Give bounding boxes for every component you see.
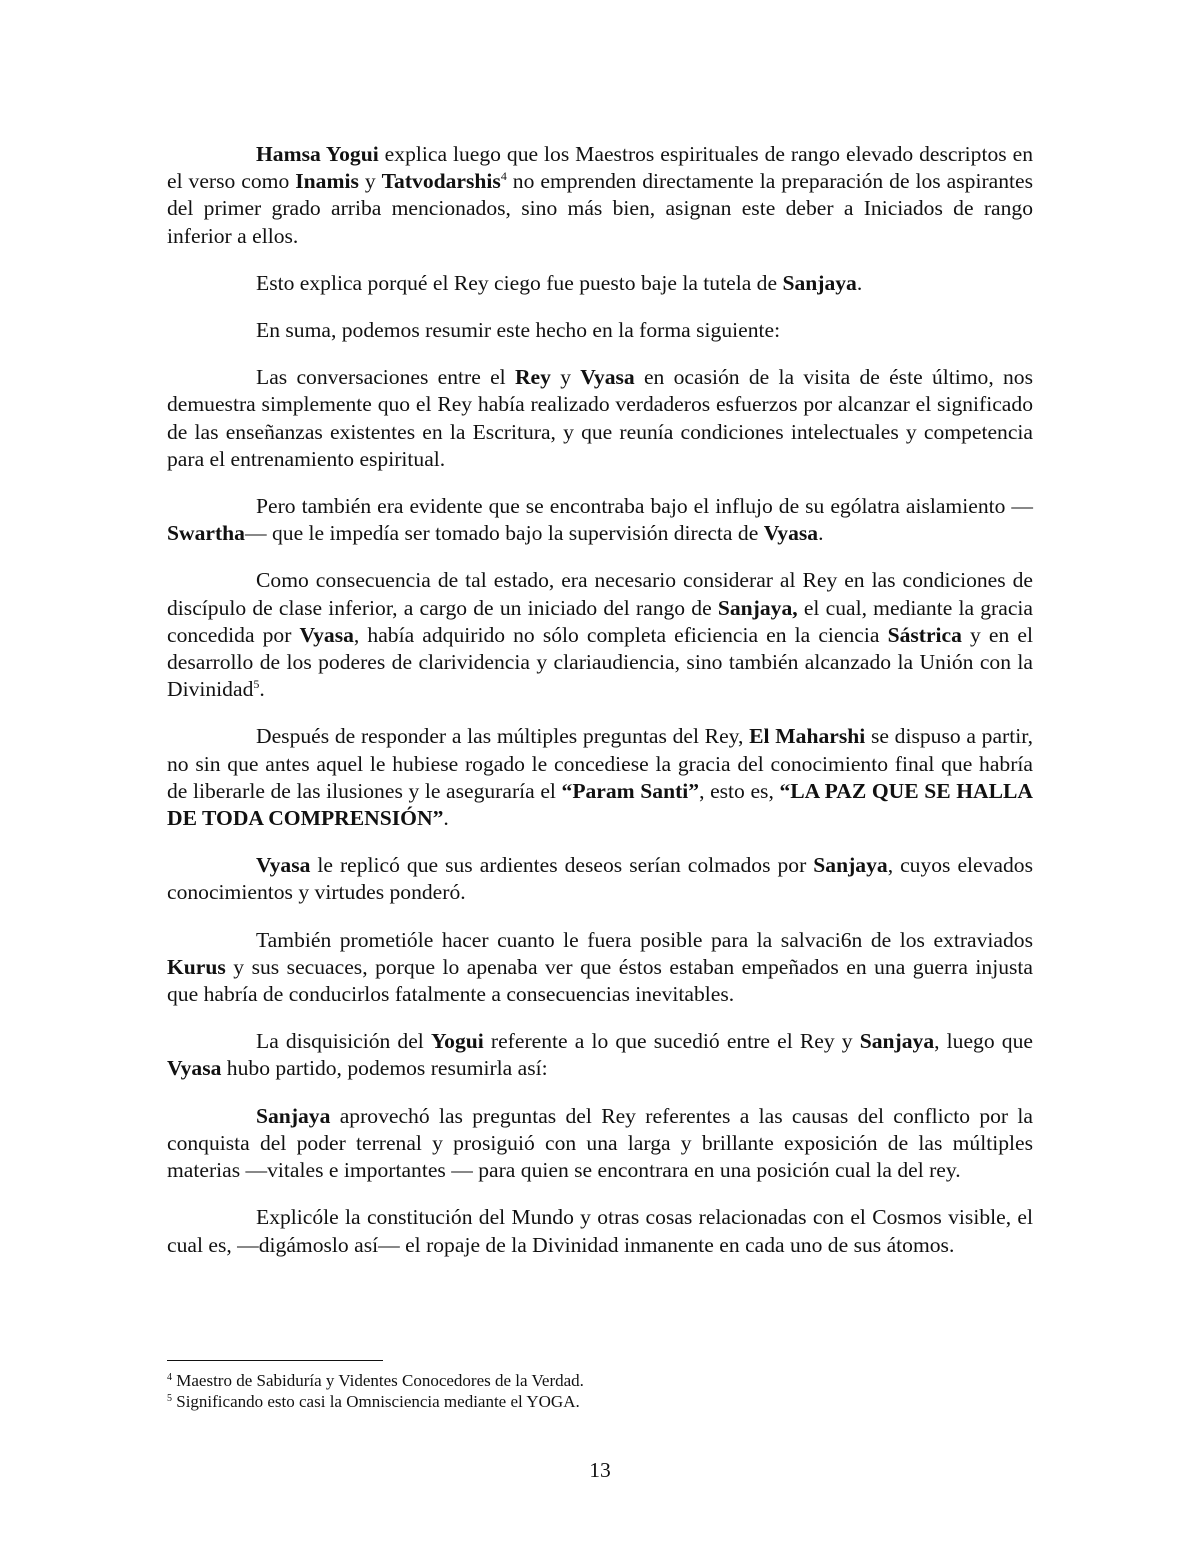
footnote-separator	[167, 1360, 383, 1361]
footnote-text: Maestro de Sabiduría y Videntes Conocedores de la Verdad.	[172, 1371, 584, 1390]
paragraph	[167, 1028, 1033, 1082]
bold-term: El Maharshi	[749, 724, 866, 749]
bold-term: Sanjaya	[859, 1029, 935, 1054]
text-run: , esto es,	[699, 778, 780, 803]
paragraph	[167, 317, 1033, 344]
bold-term: “LA PAZ QUE SE HALLA DE TODA COMPRENSIÓN”	[167, 778, 1034, 831]
bold-term: Kurus	[167, 954, 226, 979]
paragraph	[167, 567, 1033, 703]
bold-term: Vyasa	[167, 1056, 222, 1081]
footnote-ref: 5	[253, 677, 260, 692]
paragraph	[167, 270, 1033, 297]
text-run: aprovechó las preguntas del Rey referentes a las causas del conflicto por la conquista del poder terrenal y prosiguió con una larga y brillante exposición de las múltiples materias —vitales e importantes — para quien se encontrara en una posición cual la del rey.	[167, 1103, 1033, 1183]
bold-term: “Param Santi”	[561, 778, 700, 803]
bold-term: Sanjaya	[256, 1103, 331, 1128]
paragraph	[167, 493, 1033, 547]
footnotes	[167, 1370, 1033, 1412]
text-run: La disquisición del	[256, 1029, 431, 1054]
footnote	[167, 1391, 1033, 1412]
bold-term: Vyasa	[256, 853, 311, 878]
footnote-text: Significando esto casi la Omnisciencia mediante el YOGA.	[172, 1392, 580, 1411]
bold-term: Swartha	[167, 521, 245, 546]
text-run: — que le impedía ser tomado bajo la supervisión directa de	[244, 521, 764, 546]
text-run: Explicóle la constitución del Mundo y otras cosas relacionadas con el Cosmos visible, el cual es, —digámoslo así— el ropaje de la Divinidad inmanente en cada uno de sus átomos.	[167, 1205, 1033, 1257]
bold-term: Sanjaya,	[717, 595, 798, 620]
text-run: en ocasión de la visita de éste último, nos demuestra simplemente quo el Rey había realizado verdaderos esfuerzos por alcanzar el significado de las enseñanzas existentes en la Escritura, y que reunía condiciones intelectuales y competencia para el entrenamiento espiritual.	[167, 365, 1034, 471]
bold-term: Rey	[514, 365, 551, 390]
text-run: y	[358, 169, 382, 194]
bold-term: Yogui	[430, 1029, 484, 1054]
paragraph	[167, 1204, 1033, 1258]
footnote	[167, 1370, 1033, 1391]
text-run: y en el desarrollo de los poderes de clarividencia y clariaudiencia, sino también alcanzado la Unión con la Divinidad	[167, 622, 1033, 702]
text-run: hubo partido, podemos resumirla así:	[221, 1056, 548, 1081]
text-run: le replicó que sus ardientes deseos serían colmados por	[310, 853, 814, 878]
text-run: , luego que	[934, 1029, 1033, 1054]
bold-term: Vyasa	[299, 622, 354, 647]
paragraph	[167, 723, 1033, 832]
text-run: y sus secuaces, porque lo apenaba ver que éstos estaban empeñados en una guerra injusta que habría de conducirlos fatalmente a consecuencias inevitables.	[167, 954, 1033, 1007]
paragraph	[167, 1103, 1033, 1185]
paragraph	[167, 141, 1033, 250]
text-run: .	[259, 677, 265, 702]
text-run: .	[856, 270, 863, 295]
text-run: no emprenden directamente la preparación de los aspirantes del primer grado arriba mencionados, sino más bien, asignan este deber a Iniciados de rango inferior a ellos.	[167, 169, 1034, 248]
text-run: se dispuso a partir, no sin que antes aquel le hubiese rogado le concediese la gracia del conocimiento final que habría de liberarle de las ilusiones y le aseguraría el	[167, 724, 1033, 803]
text-run: y	[550, 365, 581, 390]
bold-term: Sanjaya	[782, 270, 857, 295]
text-run: , había adquirido no sólo completa eficiencia en la ciencia	[353, 622, 888, 647]
text-run: .	[818, 521, 824, 546]
paragraph	[167, 927, 1033, 1009]
footnote-number: 4	[167, 1372, 172, 1383]
page-number: 13	[589, 1458, 611, 1482]
paragraph	[167, 364, 1033, 473]
text-run: Como consecuencia de tal estado, era necesario considerar al Rey en las condiciones de discípulo de clase inferior, a cargo de un iniciado del rango de	[167, 568, 1033, 620]
bold-term: Sástrica	[887, 622, 962, 647]
text-run: referente a lo que sucedió entre el Rey y	[483, 1029, 860, 1054]
text-run: explica luego que los Maestros espirituales de rango elevado descriptos en el verso como	[167, 142, 1033, 194]
bold-term: Tatvodarshis	[381, 169, 501, 194]
body-text	[167, 141, 1033, 1279]
text-run: , cuyos elevados conocimientos y virtudes ponderó.	[167, 853, 1033, 905]
footnote-number: 5	[167, 1393, 172, 1404]
footnote-ref: 4	[500, 169, 507, 184]
bold-term: Hamsa Yogui	[256, 142, 379, 166]
paragraph	[167, 852, 1033, 906]
text-run: Esto explica porqué el Rey ciego fue puesto baje la tutela de	[256, 270, 783, 295]
bold-term: Sanjaya	[813, 853, 888, 878]
bold-term: Vyasa	[580, 365, 635, 390]
bold-term: Vyasa	[763, 521, 819, 546]
text-run: Después de responder a las múltiples preguntas del Rey,	[256, 724, 750, 749]
text-run: Las conversaciones entre el	[256, 365, 515, 390]
text-run: También prometióle hacer cuanto le fuera posible para la salvaci6n de los extraviados	[256, 927, 1033, 952]
text-run: .	[443, 806, 449, 831]
text-run: el cual, mediante la gracia concedida por	[167, 595, 1034, 647]
bold-term: Inamis	[295, 169, 359, 194]
text-run: En suma, podemos resumir este hecho en la forma siguiente:	[256, 318, 781, 343]
text-run: Pero también era evidente que se encontraba bajo el influjo de su ególatra aislamiento —	[256, 494, 1033, 519]
